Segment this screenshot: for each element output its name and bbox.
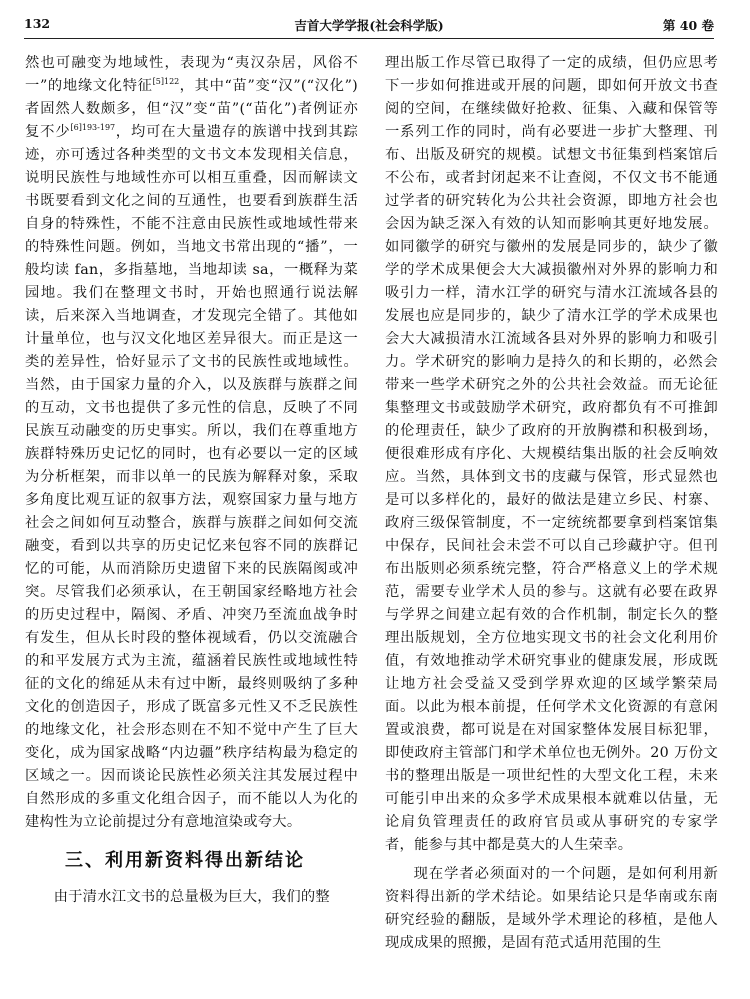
- running-header: [24, 12, 714, 39]
- citation-ref: [6]193-197: [70, 123, 116, 133]
- citation-ref: [5]122: [152, 77, 180, 87]
- paragraph-continued: 理出版工作尽管已取得了一定的成绩，但仍应思考下一步如何推进或开展的问题，即如何开放文书查阅的空间，在继续做好抢救、征集、入藏和保管等一系列工作的同时，尚有必要进一步扩大整理、刊布、出版及研究的规模。试想文书征集到档案馆后不公布，或者封闭起来不让查阅，不仅文书不能通过学者的研究转化为公共社会资源，即地方社会也会因为缺乏深入有效的认知而影响其更好地发展。如同徽学的研究与徽州的发展是同步的，缺少了徽学的学术成果便会大大减损徽州对外界的影响力和吸引力一样，清水江学的研究与清水江流域各县的发展也应是同步的，缺少了清水江学的学术成果也会大大减损清水江流域各县对外界的影响力和吸引力。学术研究的影响力是持久的和长期的，必然会带来一些学术研究之外的公共社会效益。而无论征集整理文书或鼓励学术研究，政府都负有不可推卸的伦理责任，缺少了政府的开放胸襟和积极到场，便很难形成有序化、大规模结集出版的社会反响效应。当然，具体到文书的庋藏与保管，形式显然也是可以多样化的，最好的做法是建立乡民、村寨、政府三级保管制度，不一定统统都要拿到档案馆集中保存，民间社会未尝不可以自己珍藏护守。但刊布出版则必须系统完整，符合严格意义上的学术规范，需要专业学术人员的参与。这就有必要在政界与学界之间建立起有效的合作机制，制定长久的整理出版规划，全方位地实现文书的社会文化利用价值，有效地推动学术研究事业的健康发展，形成既让地方社会受益又受到学界欢迎的区域学繁荣局面。以此为根本前提，任何学术文化资源的有意闲置或浪费，都可说是在对国家整体发展目标犯罪，即使政府主管部门和学术单位也无例外。20 万份文书的整理出版是一项世纪性的大型文化工程，未来可能引申出来的众多学术成果根本就难以估量，无论肩负管理责任的政府官员或从事研究的专家学者，能参与其中都是莫大的人生荣幸。: [385, 55, 718, 853]
- paragraph-continued: [25, 52, 358, 834]
- volume-label: 第 40 卷: [662, 18, 714, 33]
- section-heading: 三、利用新资料得出新结论: [65, 850, 305, 871]
- paragraph-text: ，均可在大量遗存的族谱中找到其踪迹，亦可透过各种类型的文书文本发现相关信息，说明民族性与地域性亦可以相互重叠，因而解读文书既要看到文化之间的互通性，也要看到族群生活自身的特殊性，不能不注意由民族性或地域性带来的特殊性问题。例如，当地文书常出现的“播”，一般均读 fan，多指墓地，当地却读 sa，一概释为菜园地。我们在整理文书时，开始也照通行说法解读，后来深入当地调查，才发现完全错了。其他如计量单位，也与汉文化地区差异很大。而正是这一类的差异性，恰好显示了文书的民族性或地域性。当然，由于国家力量的介入，以及族群与族群之间的互动，文书也提供了多元性的信息，反映了不同民族互动融变的历史事实。所以，我们在尊重地方族群特殊历史记忆的同时，也有必要以一定的区域为分析框架，而非以单一的民族为解释对象，采取多角度比观互证的叙事方法，观察国家力量与地方社会之间如何互动整合，族群与族群之间如何交流融变，看到以共享的历史记忆来包容不同的族群记忆的可能，从而消除历史遗留下来的民族隔阂或冲突。尽管我们必须承认，在王朝国家经略地方社会的历史过程中，隔阂、矛盾、冲突乃至流血战争时有发生，但从长时段的整体视域看，仍以交流融合的和平发展方式为主流，蕴涵着民族性或地域性特征的文化的绵延从未有过中断，最终则吸纳了多种文化的创造因子，形成了既富多元性又不乏民族性的地缘文化，社会形态则在不知不觉中产生了巨大变化，成为国家战略“内边疆”秩序结构最为稳定的区域之一。因而谈论民族性必须关注其发展过程中自然形成的多重文化组合因子，而不能以人为化的建构性为立论前提过分有意地渲染或夸大。: [25, 124, 359, 830]
- paragraph-text: 然也可融变为地域性，表现为“夷汉杂居，风俗不一”的地缘文化特征: [25, 55, 358, 94]
- paragraph: 由于清水江文书的总量极为巨大，我们的整: [53, 889, 330, 905]
- paragraph: 现在学者必须面对的一个问题，是如何利用新资料得出新的学术结论。如果结论只是华南或东南研究经验的翻版，是域外学术理论的移植，是他人现成成果的照搬，是固有范式适用范围的生: [385, 866, 718, 951]
- paragraph-text: ，其中“苗”变“汉”(“汉化”)者固然人数颇多，但“汉”变“苗”(“苗化”)者例证亦复不少: [25, 78, 358, 140]
- left-column: [25, 52, 358, 909]
- right-column: [385, 52, 718, 955]
- journal-title: 吉首大学学报(社会科学版): [294, 18, 444, 33]
- page-number: 132: [24, 16, 51, 31]
